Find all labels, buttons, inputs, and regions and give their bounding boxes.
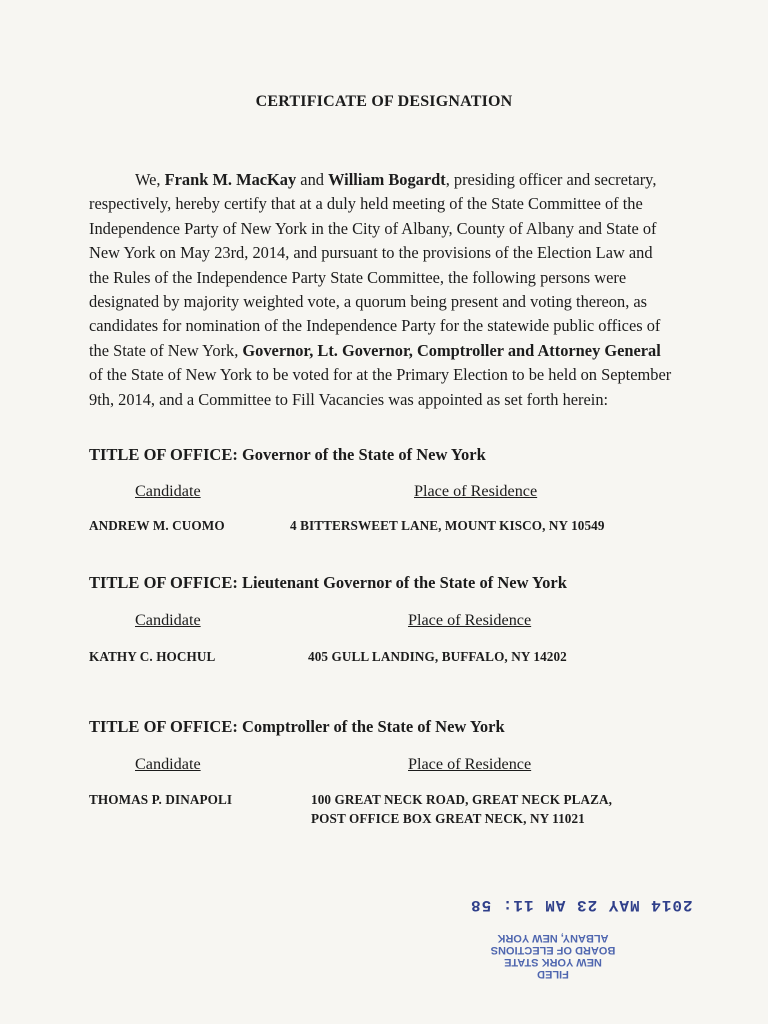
certification-paragraph — [89, 168, 674, 412]
paragraph-text: of the State of New York to be voted for at the Primary Election to be held on September 9th, 2014, and a Committee to Fill Vacancies was appointed as set forth herein: — [89, 365, 672, 409]
stamp-line: NEW YORK STATE — [504, 956, 602, 968]
candidate-name: ANDREW M. CUOMO — [89, 518, 225, 533]
stamp-line: ALBANY, NEW YORK — [497, 932, 609, 944]
office-name: Comptroller of the State of New York — [241, 717, 505, 736]
candidate-column-header: Candidate — [135, 482, 201, 500]
office-title — [89, 445, 689, 465]
paragraph-text: and — [296, 170, 329, 189]
candidate-residence-line-2: POST OFFICE BOX GREAT NECK, NY 11021 — [311, 811, 585, 826]
office-title — [89, 573, 689, 593]
office-name: Governor of the State of New York — [241, 445, 486, 464]
paragraph-text: , presiding officer and secretary, respectively, hereby certify that at a duly held meeting of the State Committee of the Independence Party of New York in the City of Albany, County of Albany and State of New York on May 23rd, 2014, and pursuant to the provisions of the Election Law and the Rules of the Independence Party State Committee, the following persons were designated by majority weighted vote, a quorum being present and voting thereon, as candidates for nomination of the Independence Party for the statewide public offices of the State of New York, — [89, 170, 661, 360]
filing-time-stamp: 2014 MAY 23 AM 11: 58 — [470, 896, 693, 914]
candidate-residence: 100 GREAT NECK ROAD, GREAT NECK PLAZA, — [311, 792, 613, 807]
office-section-lieutenant-governor — [89, 573, 689, 664]
paragraph-text: We, — [135, 170, 165, 189]
candidate-residence: 405 GULL LANDING, BUFFALO, NY 14202 — [308, 649, 567, 664]
residence-column-header: Place of Residence — [414, 482, 538, 500]
candidate-column-header: Candidate — [135, 611, 201, 629]
office-name: Lieutenant Governor of the State of New York — [241, 573, 567, 592]
office-label: TITLE OF OFFICE: — [89, 445, 238, 464]
document-title: CERTIFICATE OF DESIGNATION — [255, 93, 513, 110]
secretary-name: William Bogardt — [328, 170, 446, 189]
office-label: TITLE OF OFFICE: — [89, 717, 238, 736]
offices-list: Governor, Lt. Governor, Comptroller and Attorney General — [242, 340, 661, 360]
residence-column-header: Place of Residence — [408, 755, 532, 773]
candidate-column-header: Candidate — [135, 755, 201, 773]
office-label: TITLE OF OFFICE: — [89, 573, 238, 592]
office-title — [89, 717, 689, 737]
residence-column-header: Place of Residence — [408, 611, 532, 629]
board-of-elections-stamp — [478, 932, 628, 980]
stamp-line: FILED — [537, 968, 569, 980]
stamp-line: BOARD OF ELECTIONS — [490, 944, 616, 956]
candidate-name: KATHY C. HOCHUL — [89, 649, 216, 664]
candidate-name: THOMAS P. DINAPOLI — [89, 792, 233, 807]
office-section-governor — [89, 445, 689, 533]
candidate-residence: 4 BITTERSWEET LANE, MOUNT KISCO, NY 10549 — [290, 518, 605, 533]
office-section-comptroller — [89, 717, 689, 826]
presiding-officer-name: Frank M. MacKay — [164, 170, 297, 189]
